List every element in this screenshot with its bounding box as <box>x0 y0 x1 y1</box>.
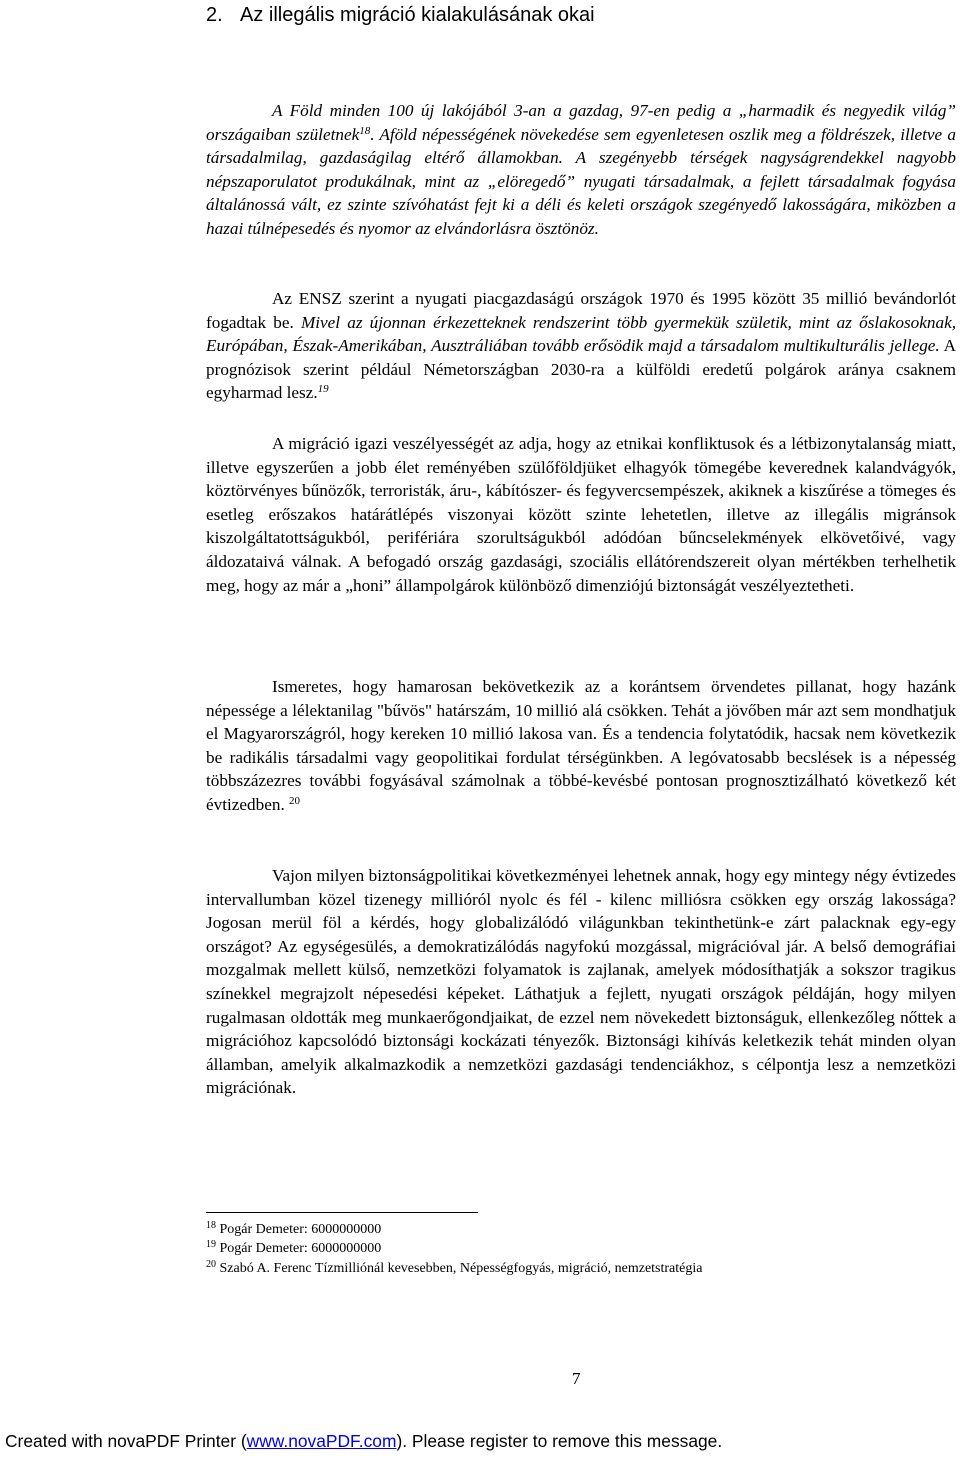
footnote-number: 18 <box>206 1220 216 1231</box>
banner-suffix: ). Please register to remove this message. <box>396 1431 723 1451</box>
paragraph-3: A migráció igazi veszélyességét az adja, hogy az etnikai konfliktusok és a létbizonytalanság miatt, illetve egyszerűen a jobb élet reményében szülőföldjüket elhagyók tömegébe keverednek kalandvágyók, köztörvényes bűnözők, terroristák, áru-, kábítószer- és fegyvercsempészek, akiknek a kiszűrése a tömeges és esetleg erőszakos határátlépés viszonyai között szinte lehetetlen, illetve az illegális migránsok kiszolgáltatottságukból, perifériára szorultságukból adódóan bűncselekmények elkövetőivé, vagy áldozataivá válnak. A befogadó ország gazdasági, szociális ellátórendszereit olyan mértékben terhelhetik meg, hogy az már a „honi” állampolgárok különböző dimenziójú biztonságát veszélyeztetheti. <box>206 434 956 595</box>
footnote-ref-20[interactable]: 20 <box>289 794 301 807</box>
footnote-number: 20 <box>206 1258 216 1270</box>
paragraph-5: Vajon milyen biztonságpolitikai következményei lehetnek annak, hogy egy mintegy négy évtizedes intervallumban közel tizenegy millióról nyolc és fél - kilenc milliósra csökken egy ország lakossága? Jogosan merül föl a kérdés, hogy globalizálódó világunkban tekinthetünk-e zárt palacknak egy-egy országot? Az egységesülés, a demokratizálódás nagyfokú mozgással, migrációval jár. A belső demográfiai mozgalmak mellett külső, nemzetközi folyamatok is zajlanak, amelyek módosíthatják a sokszor tragikus színekkel megrajzolt népesedési képeket. Láthatjuk a fejlett, nyugati országok példáján, hogy milyen rugalmasan oldották meg munkaerőgondjaikat, de ezzel nem növekedett biztonságuk, ellenkezőleg nőttek a migrációhoz kapcsolódó biztonsági kockázati tényezők. Biztonsági kihívás keletkezik tehát minden olyan államban, amelyik alkalmazkodik a nemzetközi gazdasági tendenciákhoz, s célpontja lesz a nemzetközi migrációnak. <box>206 866 956 1098</box>
footnote-19 <box>206 1239 956 1258</box>
section-heading <box>206 2 595 28</box>
footnote-ref-18[interactable]: 18 <box>359 124 371 137</box>
footnote-number: 19 <box>206 1239 216 1251</box>
paragraph-2-text-a: Az ENSZ szerint a nyugati piacgazdaságú országok 1970 és 1995 között 35 millió bevándorlót fogadtak be. <box>206 289 956 332</box>
footnote-separator <box>206 1212 478 1213</box>
paragraph-2-text-b: A prognózisok szerint például Németországban 2030-ra a külföldi eredetű polgárok aránya csaknem egyharmad lesz. <box>206 336 957 403</box>
paragraph-4 <box>206 675 956 817</box>
banner-prefix: Created with novaPDF Printer ( <box>5 1431 247 1451</box>
footnote-20 <box>206 1259 956 1278</box>
footnotes <box>206 1220 956 1278</box>
paragraph-2-text-italic: Mivel az újonnan érkezetteknek rendszerint több gyermekük születik, mint az őslakosoknak, Európában, Észak-Amerikában, Ausztráliában tovább erősödik majd a társadalom multikulturális jellege. <box>206 312 957 356</box>
banner-link[interactable]: www.novaPDF.com <box>246 1431 397 1451</box>
footnote-ref-19[interactable]: 19 <box>317 383 329 396</box>
footnote-text: Szabó A. Ferenc Tízmilliónál kevesebben, Népességfogyás, migráció, nemzetstratégia <box>219 1260 703 1276</box>
novapdf-banner <box>5 1431 722 1452</box>
footnote-18 <box>206 1220 956 1239</box>
footnote-text: Pogár Demeter: 6000000000 <box>219 1222 382 1237</box>
paragraph-1-text-a: A Föld minden 100 új lakójából 3-an a gazdag, 97-en pedig a „harmadik és negyedik világ” országaiban születnek <box>206 101 956 144</box>
paragraph-2 <box>206 287 956 405</box>
section-number: 2. <box>206 4 223 26</box>
paragraph-4-text: Ismeretes, hogy hamarosan bekövetkezik az a korántsem örvendetes pillanat, hogy hazánk népessége a lélektanilag "bűvös" határszám, 10 millió alá csökken. Tehát a jövőben már azt sem mondhatjuk el Magyarországról, hogy kereken 10 millió lakosa van. És a tendencia folytatódik, hacsak nem következik be radikális társadalmi vagy geopolitikai fordulat térségünkben. A legóvatosabb becslések is a népesség többszázezres további fogyásával számolnak a többé-kevésbé pontosan prognosztizálható következő két évtizedben. <box>206 677 956 814</box>
footnote-text: Pogár Demeter: 6000000000 <box>219 1241 382 1257</box>
paragraph-1-text-b: . Aföld népességének növekedése sem egyenletesen oszlik meg a földrészek, illetve a társadalmilag, gazdaságilag eltérő államokban. A szegényebb térségek nagyságrendekkel nagyobb népszaporulatot produkálnak, mint az „elöregedő” nyugati társadalmak, a fejlett társadalmak fogyása általánossá vált, ez szinte szívóhatást fejt ki a déli és keleti országok szegényedő lakosságára, miközben a hazai túlnépesedés és nyomor az elvándorlásra ösztönöz. <box>206 124 956 238</box>
page-number: 7 <box>572 1369 581 1388</box>
paragraph-1 <box>206 99 956 241</box>
section-title: Az illegális migráció kialakulásának okai <box>240 4 595 26</box>
